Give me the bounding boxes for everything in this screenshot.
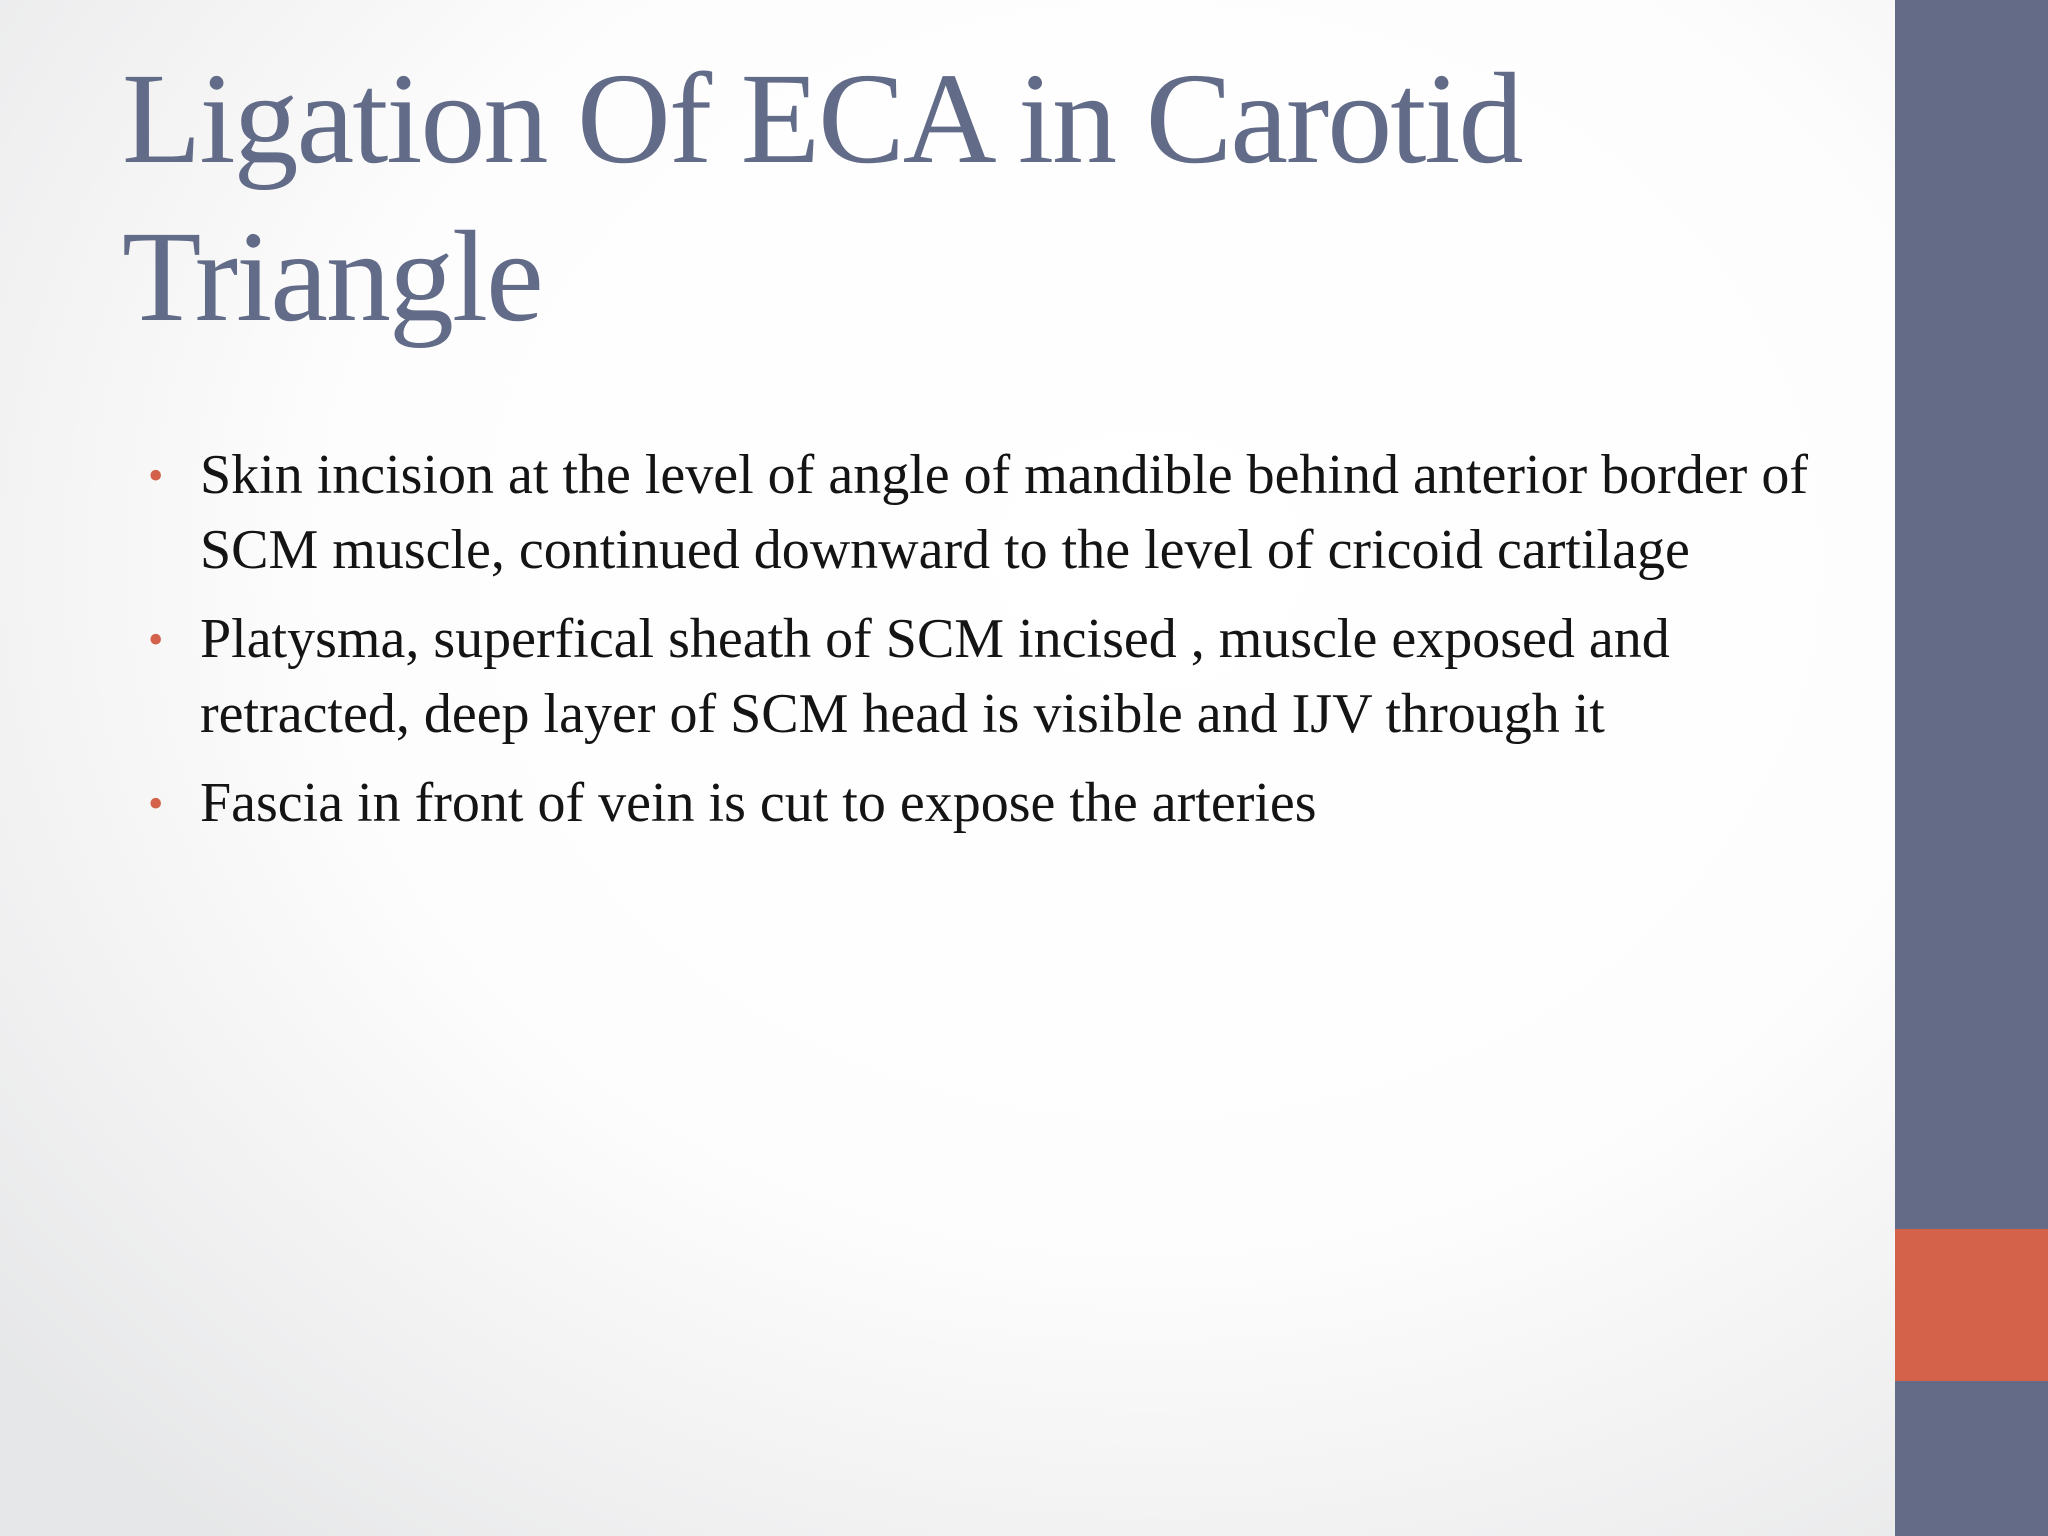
bullet-item bbox=[148, 766, 1828, 841]
sidebar-accent-block bbox=[1895, 1229, 2048, 1381]
bullet-icon: • bbox=[148, 615, 164, 664]
bullet-list bbox=[148, 438, 1828, 855]
bullet-text: Fascia in front of vein is cut to expose the arteries bbox=[200, 772, 1317, 834]
slide-title: Ligation Of ECA in Carotid Triangle bbox=[122, 47, 1522, 349]
bullet-item bbox=[148, 602, 1828, 752]
bullet-item bbox=[148, 438, 1828, 588]
bullet-text: Skin incision at the level of angle of mandible behind anterior border of SCM muscle, continued downward to the level of cricoid cartilage bbox=[200, 444, 1808, 581]
bullet-text: Platysma, superfical sheath of SCM incised , muscle exposed and retracted, deep layer of SCM head is visible and IJV through it bbox=[200, 608, 1670, 745]
bullet-icon: • bbox=[148, 451, 164, 500]
bullet-icon: • bbox=[148, 779, 164, 828]
